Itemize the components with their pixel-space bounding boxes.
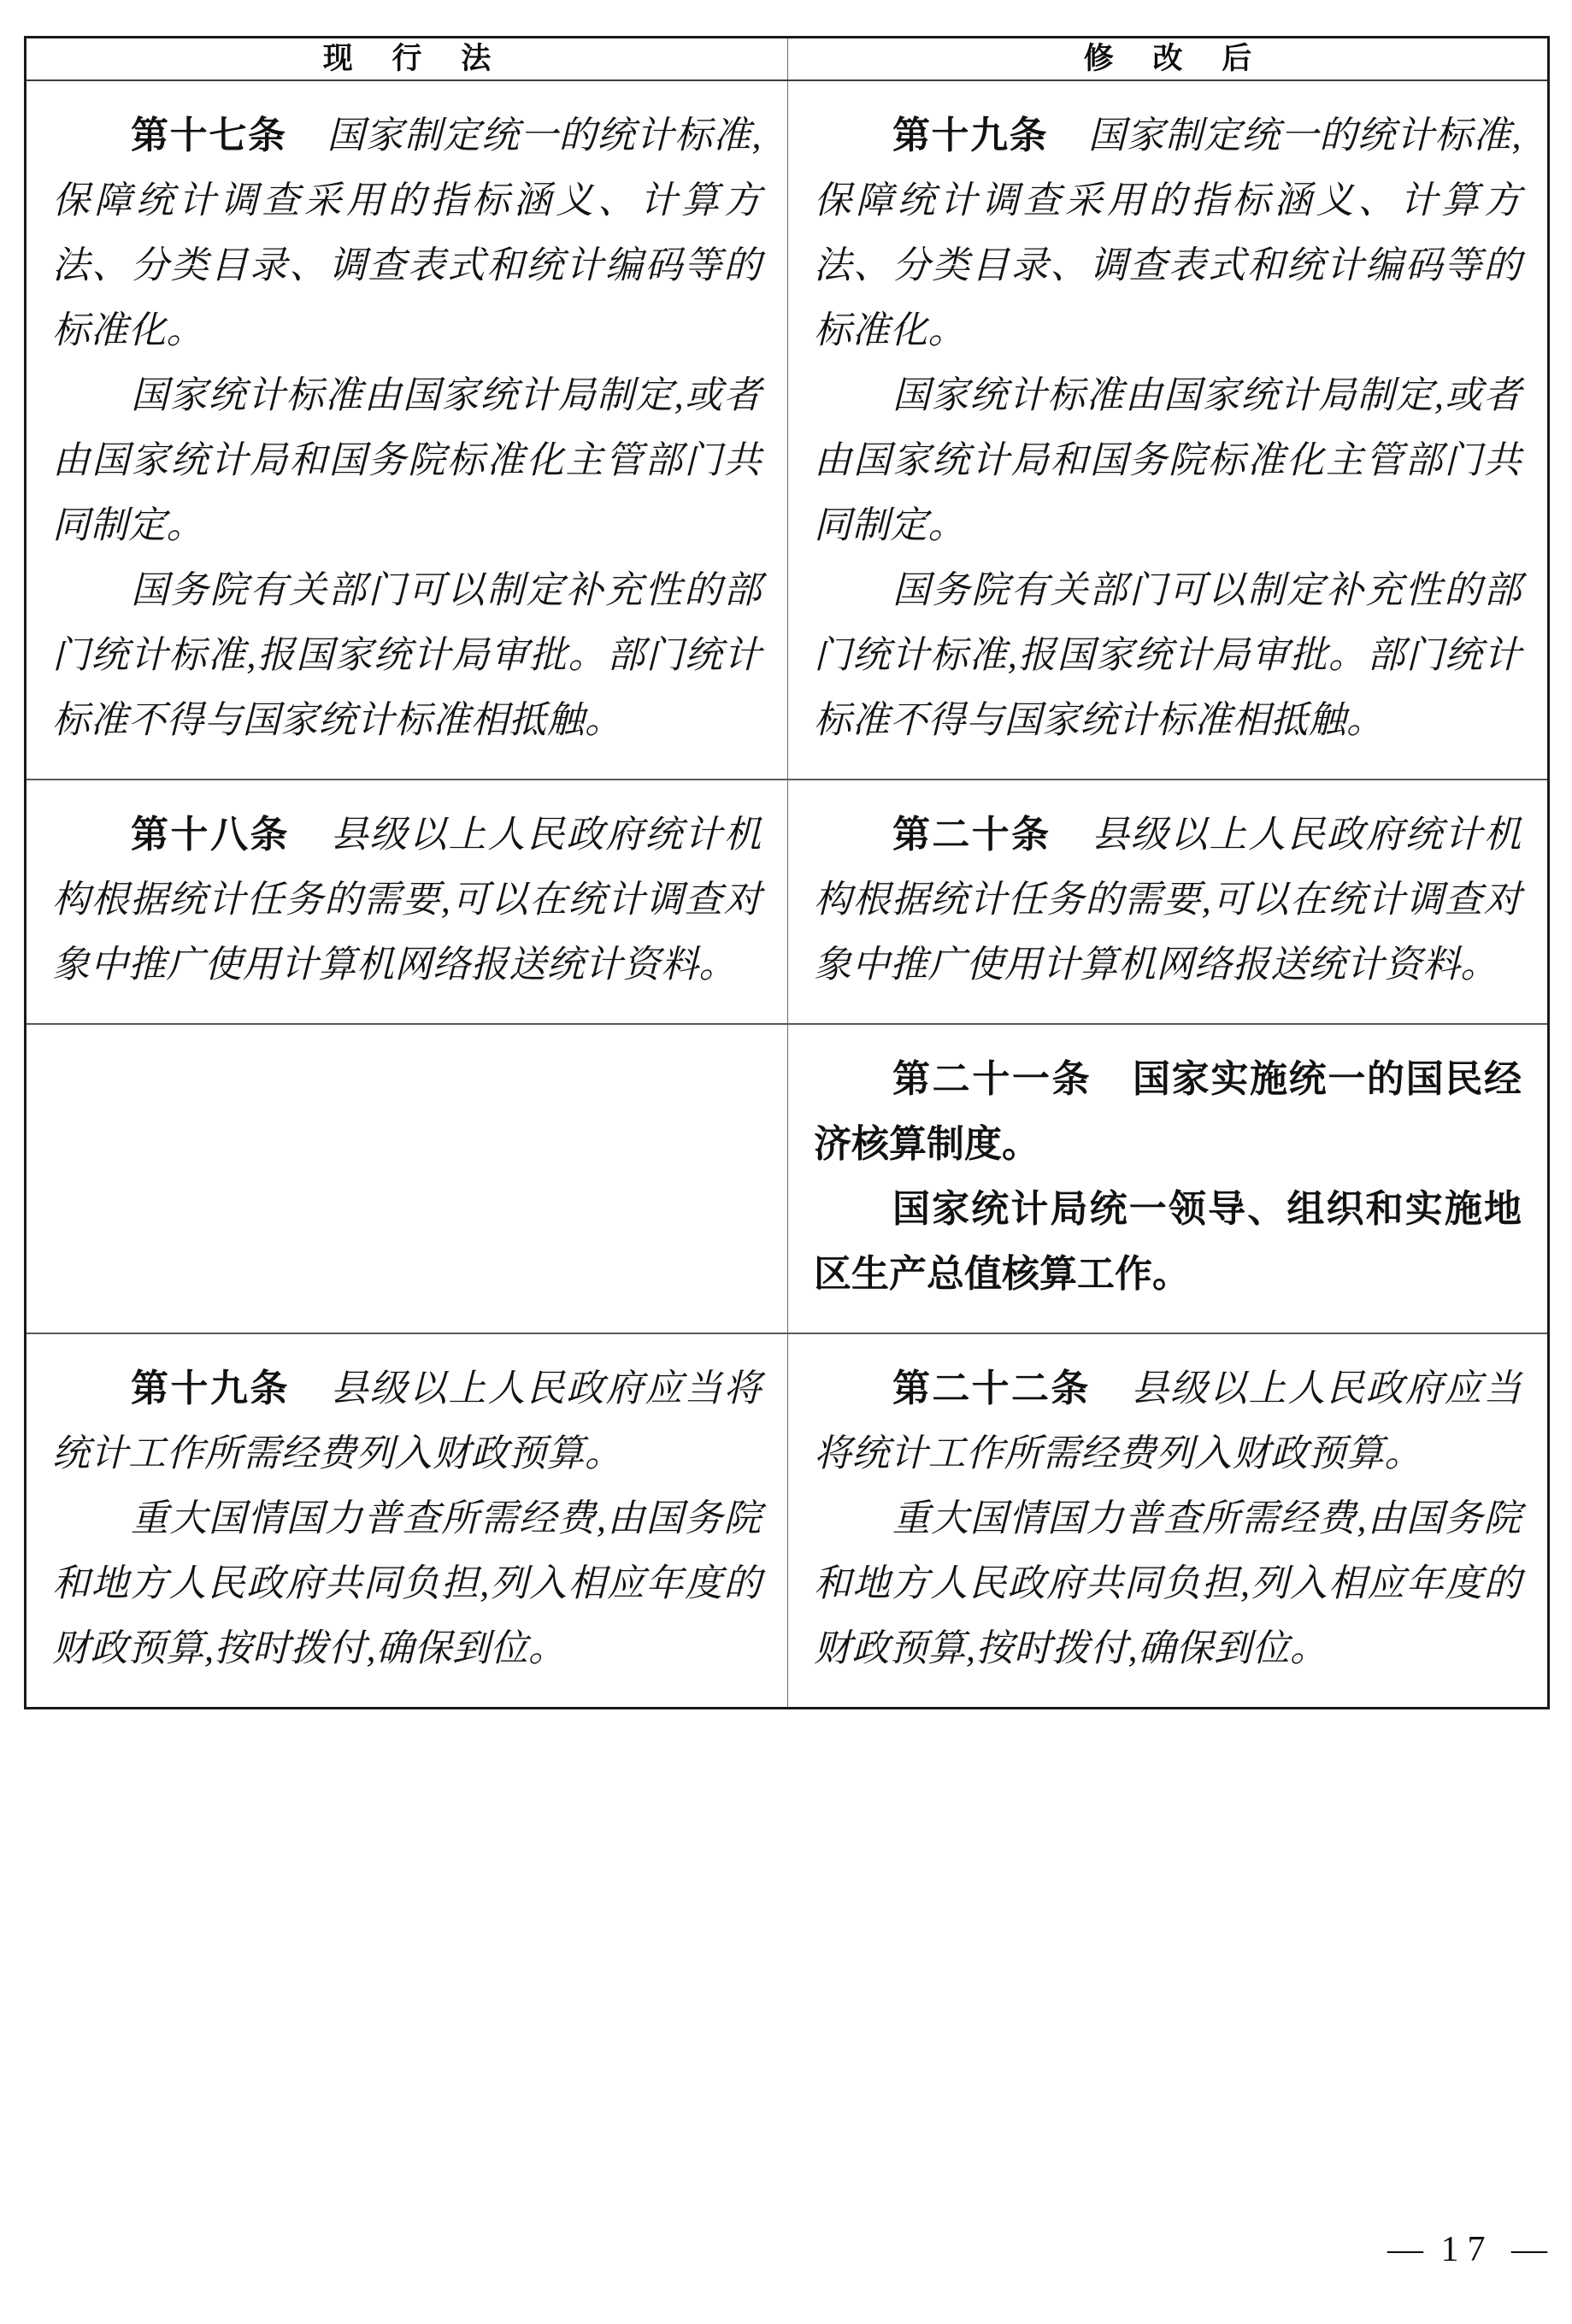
article-number: 第二十条	[892, 814, 1051, 856]
row-3-left-cell-empty	[26, 1024, 788, 1333]
article-paragraph	[52, 103, 762, 363]
article-body-text: 国家制定统一的统计标准,保障统计调查采用的指标涵义、计算方法、分类目录、调查表式和统计编码等的标准化。	[814, 115, 1522, 351]
article-block-current-18	[26, 780, 787, 1023]
article-paragraph	[52, 1356, 762, 1486]
article-number: 第十八条	[131, 814, 290, 856]
header-cell-current-law	[26, 38, 788, 81]
article-number: 第十九条	[892, 115, 1049, 156]
table-row	[26, 1024, 1549, 1333]
article-block-current-19	[26, 1334, 787, 1707]
article-paragraph: 国务院有关部门可以制定补充性的部门统计标准,报国家统计局审批。部门统计标准不得与国家统计标准相抵触。	[814, 569, 1522, 741]
article-body-text: 县级以上人民政府统计机构根据统计任务的需要,可以在统计调查对象中推广使用计算机网络报送统计资料。	[52, 814, 762, 985]
article-block-amended-19	[788, 81, 1547, 779]
article-block-current-17	[26, 81, 787, 779]
article-number: 第十七条	[131, 115, 287, 156]
article-block-amended-20	[788, 780, 1547, 1023]
article-paragraph	[52, 803, 762, 997]
header-cell-amended	[788, 38, 1549, 81]
article-number: 第二十一条	[892, 1058, 1092, 1100]
article-paragraph: 国务院有关部门可以制定补充性的部门统计标准,报国家统计局审批。部门统计标准不得与国家统计标准相抵触。	[52, 569, 762, 741]
article-paragraph: 国家统计局统一领导、组织和实施地区生产总值核算工作。	[814, 1188, 1522, 1295]
article-paragraph	[814, 103, 1522, 363]
article-block-amended-22	[788, 1334, 1547, 1707]
article-body-text: 国家实施统一的国民经济核算制度。	[814, 1058, 1522, 1165]
row-3-right-cell	[788, 1024, 1549, 1333]
page-number: 17	[1440, 2230, 1494, 2269]
footer-dash-right: —	[1511, 2230, 1547, 2269]
article-paragraph: 重大国情国力普查所需经费,由国务院和地方人民政府共同负担,列入相应年度的财政预算,按时拨付,确保到位。	[52, 1497, 762, 1669]
footer-dash-left: —	[1387, 2230, 1423, 2269]
row-4-right-cell	[788, 1333, 1549, 1709]
row-2-left-cell	[26, 780, 788, 1024]
column-header-amended: 修 改 后	[1083, 42, 1268, 75]
article-body-text: 县级以上人民政府应当将统计工作所需经费列入财政预算。	[814, 1368, 1522, 1474]
article-block-amended-21-new	[788, 1025, 1547, 1333]
article-body-text: 县级以上人民政府统计机构根据统计任务的需要,可以在统计调查对象中推广使用计算机网络报送统计资料。	[814, 814, 1522, 985]
article-paragraph	[814, 803, 1522, 997]
table-row	[26, 80, 1549, 780]
article-paragraph: 重大国情国力普查所需经费,由国务院和地方人民政府共同负担,列入相应年度的财政预算,按时拨付,确保到位。	[814, 1497, 1522, 1669]
article-number: 第十九条	[131, 1368, 290, 1409]
article-paragraph: 国家统计标准由国家统计局制定,或者由国家统计局和国务院标准化主管部门共同制定。	[52, 374, 762, 546]
article-body-text: 县级以上人民政府应当将统计工作所需经费列入财政预算。	[52, 1368, 762, 1474]
page-footer	[0, 2229, 1547, 2270]
table-header-row	[26, 38, 1549, 81]
row-2-right-cell	[788, 780, 1549, 1024]
column-header-current-law: 现 行 法	[322, 42, 507, 75]
law-comparison-table	[24, 36, 1550, 1709]
article-paragraph	[814, 1047, 1522, 1177]
article-number: 第二十二条	[892, 1368, 1091, 1409]
row-4-left-cell	[26, 1333, 788, 1709]
empty-placeholder-cell	[26, 1025, 787, 1033]
article-paragraph	[814, 1356, 1522, 1486]
row-1-right-cell	[788, 80, 1549, 780]
table-row	[26, 780, 1549, 1024]
table-row	[26, 1333, 1549, 1709]
article-body-text: 国家制定统一的统计标准,保障统计调查采用的指标涵义、计算方法、分类目录、调查表式和统计编码等的标准化。	[52, 115, 762, 351]
row-1-left-cell	[26, 80, 788, 780]
article-paragraph: 国家统计标准由国家统计局制定,或者由国家统计局和国务院标准化主管部门共同制定。	[814, 374, 1522, 546]
